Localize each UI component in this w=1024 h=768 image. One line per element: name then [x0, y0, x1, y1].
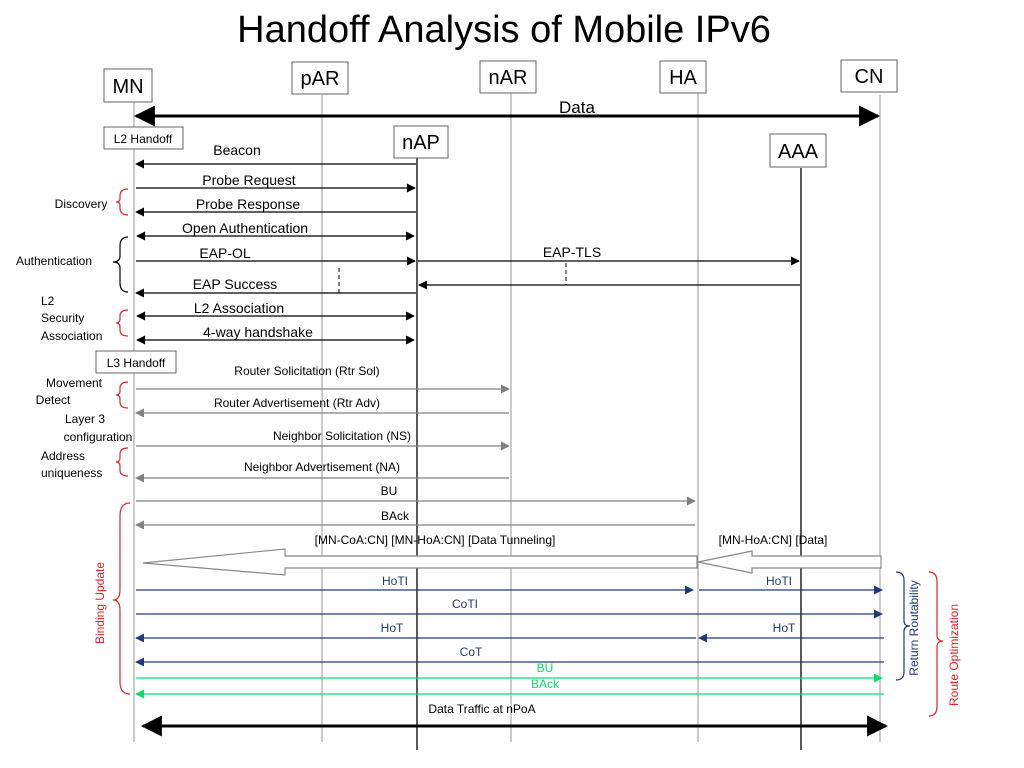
- eap-success-label: EAP Success: [192, 276, 278, 292]
- back-ro-label: BAck: [530, 677, 560, 691]
- l2-association-label: L2 Association: [193, 300, 285, 316]
- l3-handoff-box: [96, 351, 176, 373]
- entity-cn: [841, 60, 897, 92]
- l2-security-line-3: Association: [41, 329, 103, 343]
- eap-tls-label: EAP-TLS: [542, 244, 602, 260]
- entity-mn: [104, 69, 152, 102]
- address-uniqueness-brace: [116, 448, 128, 476]
- entity-aaa-label: AAA: [777, 141, 819, 163]
- l3-handoff-label: L3 Handoff: [106, 356, 166, 370]
- authentication-brace: [113, 237, 128, 292]
- entity-par-label: pAR: [300, 68, 340, 90]
- back-label: BAck: [380, 509, 410, 523]
- rtr-sol-label: Router Solicitation (Rtr Sol): [234, 364, 380, 378]
- eap-ol-label: EAP-OL: [199, 245, 251, 261]
- binding-update-brace: [113, 503, 130, 694]
- entity-nar-label: nAR: [488, 67, 528, 89]
- probe-request-label: Probe Request: [202, 172, 296, 188]
- entity-cn-label: CN: [854, 66, 884, 88]
- entity-mn-label: MN: [112, 76, 144, 98]
- bu-label: BU: [380, 484, 398, 498]
- movement-detect-brace: [116, 382, 128, 408]
- return-routability-label: Return Routability: [907, 580, 921, 676]
- l2-handoff-box: [104, 127, 183, 149]
- cot-label: CoT: [459, 645, 483, 659]
- l2-handoff-label: L2 Handoff: [113, 132, 173, 146]
- page-title: Handoff Analysis of Mobile IPv6: [237, 9, 771, 51]
- rtr-adv-label: Router Advertisement (Rtr Adv): [213, 396, 381, 410]
- authentication-label: Authentication: [15, 254, 93, 268]
- bu-ro-label: BU: [536, 661, 554, 675]
- address-uniqueness-line-2: uniqueness: [41, 466, 103, 480]
- entity-nap: [394, 126, 448, 158]
- entity-ha: [660, 61, 706, 93]
- route-optimization-brace: [929, 572, 943, 716]
- entity-nar: [480, 61, 536, 93]
- coti-label: CoTI: [451, 597, 479, 611]
- movement-detect-line-1: Movement: [45, 376, 103, 390]
- four-way-label: 4-way handshake: [203, 324, 313, 340]
- l2-security-brace: [116, 310, 128, 336]
- tunnel-label: [MN-CoA:CN] [MN-HoA:CN] [Data Tunneling]: [314, 533, 556, 547]
- hoa-data-label: [MN-HoA:CN] [Data]: [718, 533, 828, 547]
- entity-par: [292, 62, 348, 94]
- hot-2-label: HoT: [772, 621, 796, 635]
- address-uniqueness-line-1: Address: [41, 449, 86, 463]
- hoti-1-label: HoTI: [381, 574, 409, 588]
- movement-detect-line-2: Detect: [35, 393, 71, 407]
- entity-aaa: [770, 134, 826, 167]
- data-traffic-label: Data Traffic at nPoA: [428, 702, 536, 716]
- discovery-label: Discovery: [54, 197, 108, 211]
- tunnel-block-arrow: [143, 549, 697, 575]
- l2-security-line-2: Security: [41, 311, 85, 325]
- hoti-2-label: HoTI: [765, 574, 793, 588]
- l2-security-line-1: L2: [41, 294, 55, 308]
- na-label: Neighbor Advertisement (NA): [243, 460, 401, 474]
- layer3-config-line-2: configuration: [63, 430, 133, 444]
- entity-nap-label: nAP: [402, 132, 440, 154]
- beacon-label: Beacon: [213, 142, 261, 158]
- layer3-config-line-1: Layer 3: [64, 412, 106, 426]
- probe-response-label: Probe Response: [195, 196, 301, 212]
- hot-1-label: HoT: [380, 621, 404, 635]
- data-label: Data: [559, 98, 595, 117]
- hoa-data-block-arrow: [698, 551, 881, 573]
- binding-update-label: Binding Update: [93, 561, 107, 645]
- entity-ha-label: HA: [669, 67, 697, 89]
- ns-label: Neighbor Solicitation (NS): [272, 429, 412, 443]
- route-optimization-label: Route Optimization: [947, 603, 961, 707]
- open-auth-label: Open Authentication: [181, 220, 309, 236]
- discovery-brace: [116, 189, 128, 215]
